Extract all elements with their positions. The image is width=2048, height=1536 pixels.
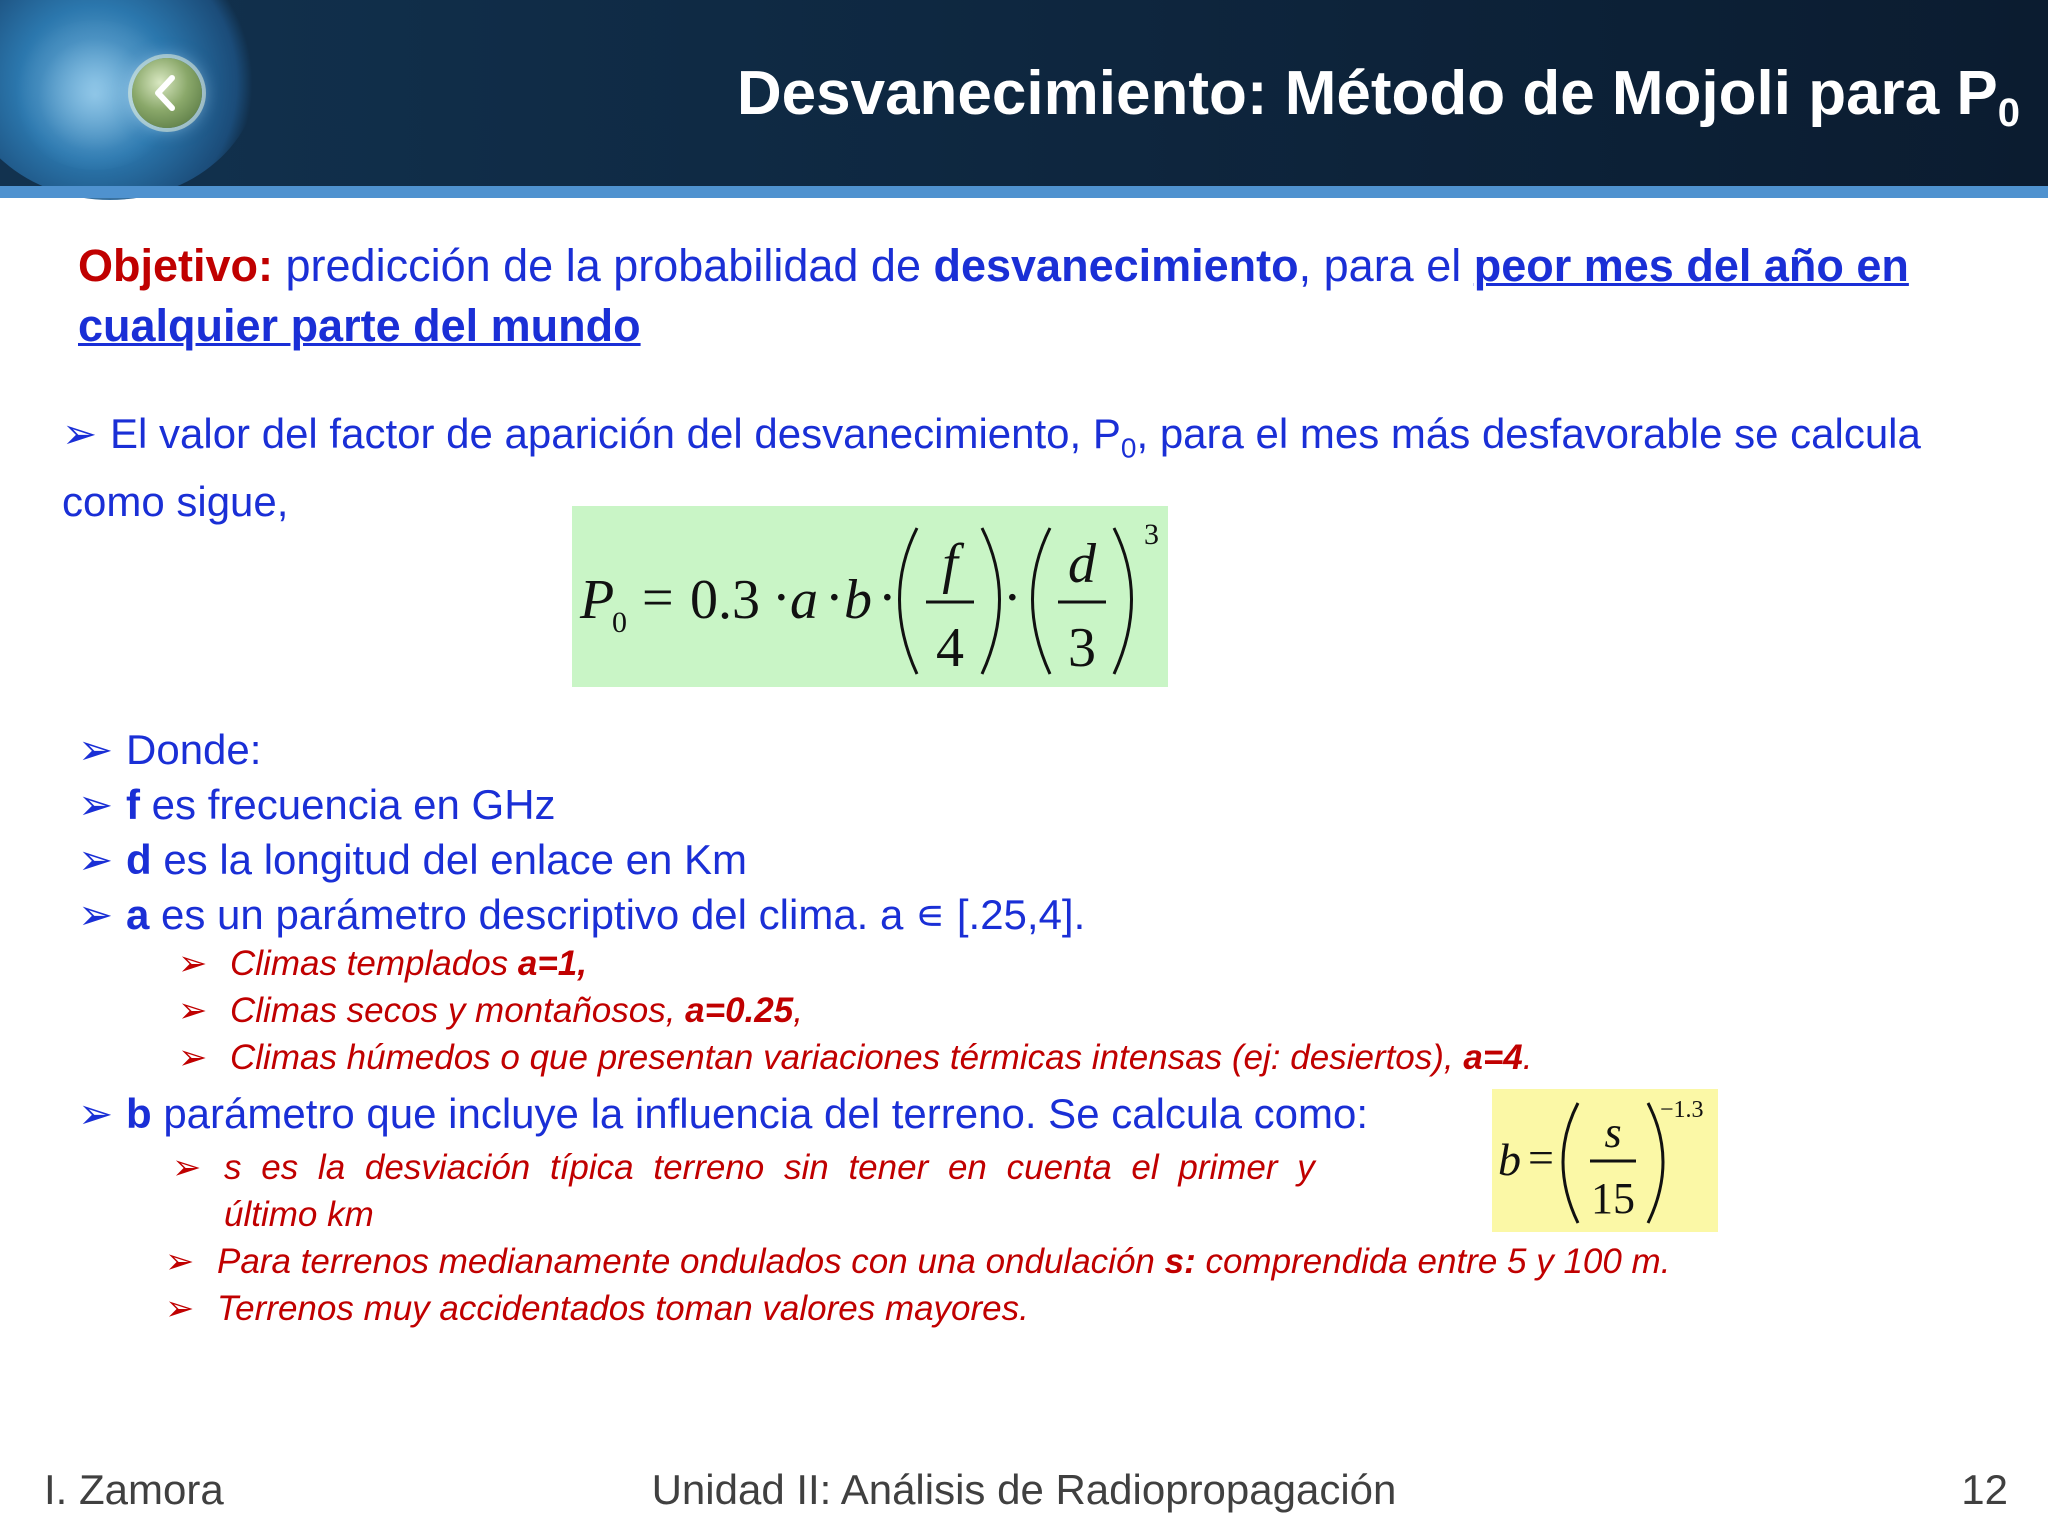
- formula-lhs: P: [580, 569, 615, 631]
- arrow-bullet-icon: ➢: [78, 836, 114, 883]
- intro-bullet: ➢ El valor del factor de aparición del desvanecimiento, $P_0$, para el mes más desfavorable se calcula como sigue,: [62, 407, 1982, 529]
- formula-b-lhs: b: [1498, 1134, 1521, 1185]
- list-item: ➢ d es la longitud del enlace en Km: [78, 832, 1578, 887]
- formula-coef: 0.3: [690, 569, 760, 631]
- arrow-bullet-icon: ➢: [178, 944, 208, 983]
- s-definition-item: ➢ s es la desviación típica terreno sin tener en cuenta el primer y último km: [172, 1144, 1432, 1238]
- objective-paragraph: Objetivo: predicción de la probabilidad de desvanecimiento, para el peor mes del año en cualquier parte del mundo: [78, 240, 1909, 351]
- b-parameter-bullet: ➢ b parámetro que incluye la influencia del terreno. Se calcula como:: [78, 1086, 1368, 1141]
- formula-d: d: [1068, 533, 1096, 595]
- chevron-left-circle-icon[interactable]: [132, 58, 202, 128]
- list-item: ➢ Donde:: [78, 722, 1578, 777]
- formula-lhs-sub: 0: [612, 606, 627, 639]
- formula-f: f: [942, 533, 958, 595]
- arrow-bullet-icon: ➢: [178, 991, 208, 1030]
- list-item: ➢ f es frecuencia en GHz: [78, 777, 1578, 832]
- slide-title: Desvanecimiento: Método de Mojoli para $P_0$: [736, 59, 2020, 135]
- svg-text:·: ·: [772, 567, 791, 629]
- header-accent-strip: [0, 186, 2048, 198]
- svg-text:·: ·: [1003, 567, 1022, 629]
- arrow-bullet-icon: ➢: [165, 1242, 195, 1281]
- list-item: ➢ Climas secos y montañosos, a=0.25,: [178, 987, 1532, 1034]
- page-number: 12: [1961, 1466, 2008, 1513]
- slide-header: [0, 0, 2048, 186]
- objective-label: Objetivo:: [78, 240, 274, 291]
- list-item: ➢ Climas templados a=1,: [178, 940, 1532, 987]
- arrow-bullet-icon: ➢: [172, 1148, 202, 1187]
- list-item: ➢ Para terrenos medianamente ondulados con una ondulación s: comprendida entre 5 y 100 m.: [165, 1238, 1670, 1285]
- list-item: ➢ a es un parámetro descriptivo del clima. a ∊ [.25,4].: [78, 887, 1578, 942]
- arrow-bullet-icon: ➢: [62, 410, 98, 457]
- svg-text:=: =: [1528, 1132, 1554, 1183]
- formula-b-num: s: [1604, 1108, 1622, 1157]
- objective-link[interactable]: peor mes del año en cualquier parte del mundo: [78, 240, 1909, 351]
- formula-b: [1492, 1089, 1718, 1232]
- arrow-bullet-icon: ➢: [165, 1289, 195, 1328]
- formula-b-exponent: −1.3: [1660, 1097, 1704, 1123]
- climates-list: [178, 940, 1532, 1081]
- arrow-bullet-icon: ➢: [78, 891, 114, 938]
- list-item: ➢ Terrenos muy accidentados toman valores mayores.: [165, 1285, 1670, 1332]
- formula-p0: [572, 506, 1168, 687]
- list-item: ➢ Climas húmedos o que presentan variaciones térmicas intensas (ej: desiertos), a=4.: [178, 1034, 1532, 1081]
- formula-a: a: [790, 569, 818, 631]
- arrow-bullet-icon: ➢: [78, 781, 114, 828]
- formula-d-den: 3: [1068, 617, 1096, 679]
- slide-footer: [0, 1466, 2048, 1526]
- formula-b: b: [844, 569, 872, 631]
- definitions-list: [78, 722, 1578, 942]
- arrow-bullet-icon: ➢: [78, 1090, 114, 1137]
- terrain-list: [165, 1238, 1670, 1332]
- arrow-bullet-icon: ➢: [78, 726, 114, 773]
- formula-b-den: 15: [1591, 1174, 1635, 1223]
- svg-text:·: ·: [878, 567, 897, 629]
- formula-exponent: 3: [1144, 518, 1159, 551]
- arrow-bullet-icon: ➢: [178, 1038, 208, 1077]
- formula-f-den: 4: [936, 617, 964, 679]
- svg-text:·: ·: [825, 567, 844, 629]
- footer-author: I. Zamora: [44, 1466, 224, 1513]
- svg-text:=: =: [642, 567, 674, 629]
- footer-unit: Unidad II: Análisis de Radiopropagación: [651, 1466, 1397, 1513]
